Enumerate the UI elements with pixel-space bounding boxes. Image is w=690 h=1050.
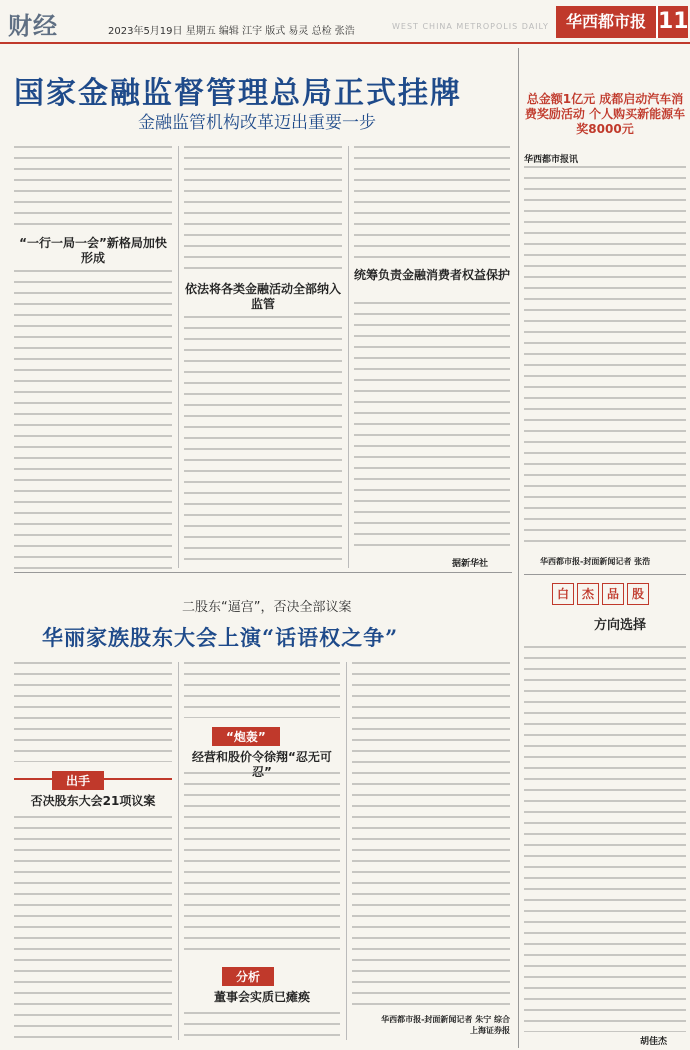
article-column <box>14 662 172 762</box>
sidebar-lead: 华西都市报讯 <box>524 155 579 165</box>
article-column <box>184 146 342 276</box>
page-header <box>0 0 690 44</box>
masthead-logo: 华西都市报 <box>556 6 656 38</box>
column-label-char: 白 <box>552 583 574 605</box>
column-label-char: 杰 <box>577 583 599 605</box>
column-divider <box>178 662 179 1040</box>
article-column <box>184 316 342 568</box>
column-author: 胡佳杰 <box>640 1037 668 1047</box>
section-name: 财经 <box>8 11 58 40</box>
tag-rage: “炮轰” <box>212 726 280 746</box>
article-column <box>14 816 172 1038</box>
tag-out: 出手 <box>52 770 104 790</box>
main-subheadline: 金融监管机构改革迈出重要一步 <box>138 113 376 133</box>
column-label-char: 品 <box>602 583 624 605</box>
column-label <box>552 583 652 605</box>
article-column <box>184 662 340 718</box>
main-subhead-3: 统筹负责金融消费者权益保护 <box>354 268 511 282</box>
sidebar-divider <box>518 48 519 1048</box>
page-number: 11 <box>656 6 688 38</box>
column-divider <box>346 662 347 1040</box>
column-divider <box>348 146 349 568</box>
second-kicker: 二股东“逼宫”，否决全部议案 <box>182 600 352 615</box>
main-byline: 据新华社 <box>452 559 489 569</box>
second-byline: 华西都市报-封面新闻记者 朱宁 综合上海证券报 <box>381 1015 510 1035</box>
sidebar-article <box>524 166 686 550</box>
column-divider <box>178 146 179 568</box>
article-column <box>352 662 510 1010</box>
lead-paragraph <box>14 146 172 230</box>
article-column <box>14 270 172 570</box>
main-subhead-1: “一行一局一会”新格局加快形成 <box>19 236 167 265</box>
article-column <box>184 1012 340 1040</box>
main-headline: 国家金融监督管理总局正式挂牌 <box>14 76 462 111</box>
column-label-char: 股 <box>627 583 649 605</box>
column-article <box>524 646 686 1032</box>
section-divider <box>14 572 512 573</box>
second-headline: 华丽家族股东大会上演“话语权之争” <box>42 625 399 650</box>
subhead-rage: 经营和股价令徐翔“忍无可忍” <box>192 750 332 779</box>
date-line: 2023年5月19日 星期五 编辑 江宇 版式 易灵 总检 张浩 <box>108 26 355 37</box>
sidebar-byline: 华西都市报-封面新闻记者 张浩 <box>540 557 651 566</box>
section-divider <box>524 574 686 575</box>
column-title: 方向选择 <box>594 618 647 633</box>
article-column <box>184 772 340 958</box>
sidebar-headline: 总金额1亿元 成都启动汽车消费奖励活动 个人购买新能源车奖8000元 <box>524 92 686 136</box>
article-column <box>354 146 510 262</box>
tag-analysis: 分析 <box>222 966 274 986</box>
watermark: WEST CHINA METROPOLIS DAILY <box>392 22 549 31</box>
subhead-out: 否决股东大会21项议案 <box>30 794 156 808</box>
main-subhead-2: 依法将各类金融活动全部纳入监管 <box>184 282 341 311</box>
article-column <box>354 302 510 552</box>
subhead-analysis: 董事会实质已瘫痪 <box>213 990 310 1004</box>
